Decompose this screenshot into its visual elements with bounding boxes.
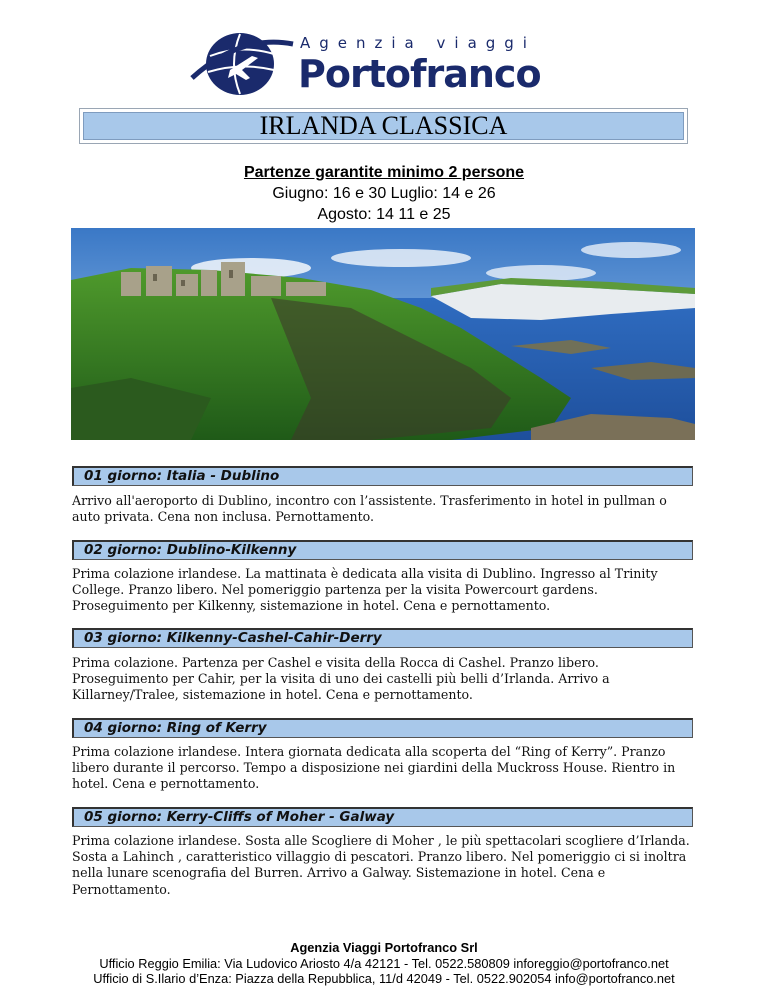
day-5-text: Prima colazione irlandese. Sosta alle Scogliere di Moher , le più spettacolari scogliere d’Irlanda. Sosta a Lahinch , caratteristico villaggio di pescatori. Pranzo libero. Nel pomeriggio ci si inoltra nella lunare scenografia del Burren. Arrivo a Galway. Sistemazione in hotel. Cena e Pernottamento. (72, 833, 690, 897)
title-inner (83, 112, 684, 140)
page-title: IRLANDA CLASSICA (259, 111, 508, 140)
footer (0, 940, 768, 987)
day-3-header: 03 giorno: Kilkenny-Cashel-Cahir-Derry (72, 628, 693, 648)
departures-line-1: Giugno: 16 e 30 Luglio: 14 e 26 (272, 185, 496, 202)
logo-tagline: Agenzia viaggi (300, 34, 536, 52)
day-2-header: 02 giorno: Dublino-Kilkenny (72, 540, 693, 560)
day-4-header: 04 giorno: Ring of Kerry (72, 718, 693, 738)
hero-image (71, 228, 695, 440)
agency-logo (190, 22, 580, 102)
footer-company: Agenzia Viaggi Portofranco Srl (290, 940, 478, 955)
coast-castle-illustration (71, 228, 695, 440)
day-2-text: Prima colazione irlandese. La mattinata è dedicata alla visita di Dublino. Ingresso al Trinity College. Pranzo libero. Nel pomeriggio partenza per la visita Powercourt gardens. Proseguimento per Kilkenny, sistemazione in hotel. Cena e pernottamento. (72, 566, 658, 614)
day-1-header: 01 giorno: Italia - Dublino (72, 466, 693, 486)
departures-block (0, 162, 768, 225)
footer-office-ilario: Ufficio di S.Ilario d’Enza: Piazza della Repubblica, 11/d 42049 - Tel. 0522.902054 info@portofranco.net (93, 971, 675, 986)
footer-office-reggio: Ufficio Reggio Emilia: Via Ludovico Ariosto 4/a 42121 - Tel. 0522.580809 inforeggio@portofranco.net (99, 955, 669, 971)
logo-brand: Portofranco (298, 52, 541, 96)
departures-line-2: Agosto: 14 11 e 25 (317, 206, 451, 223)
day-4-text: Prima colazione irlandese. Intera giornata dedicata alla scoperta del “Ring of Kerry”. Pranzo libero durante il percorso. Tempo a disposizione nei giardini della Muckross House. Rientro in hotel. Cena e pernottamento. (72, 744, 676, 792)
day-3-text: Prima colazione. Partenza per Cashel e visita della Rocca di Cashel. Pranzo libero. Proseguimento per Cahir, per la visita di uno dei castelli più belli d’Irlanda. Arrivo a Killarney/Tralee, sistemazione in hotel. Cena e pernottamento. (72, 655, 610, 703)
globe-plane-icon (190, 26, 295, 98)
departures-heading: Partenze garantite minimo 2 persone (243, 164, 525, 181)
title-box (79, 108, 688, 144)
day-1-text: Arrivo all'aeroporto di Dublino, incontro con l’assistente. Trasferimento in hotel in pullman o auto privata. Cena non inclusa. Pernottamento. (72, 493, 667, 525)
day-5-header: 05 giorno: Kerry-Cliffs of Moher - Galway (72, 807, 693, 827)
